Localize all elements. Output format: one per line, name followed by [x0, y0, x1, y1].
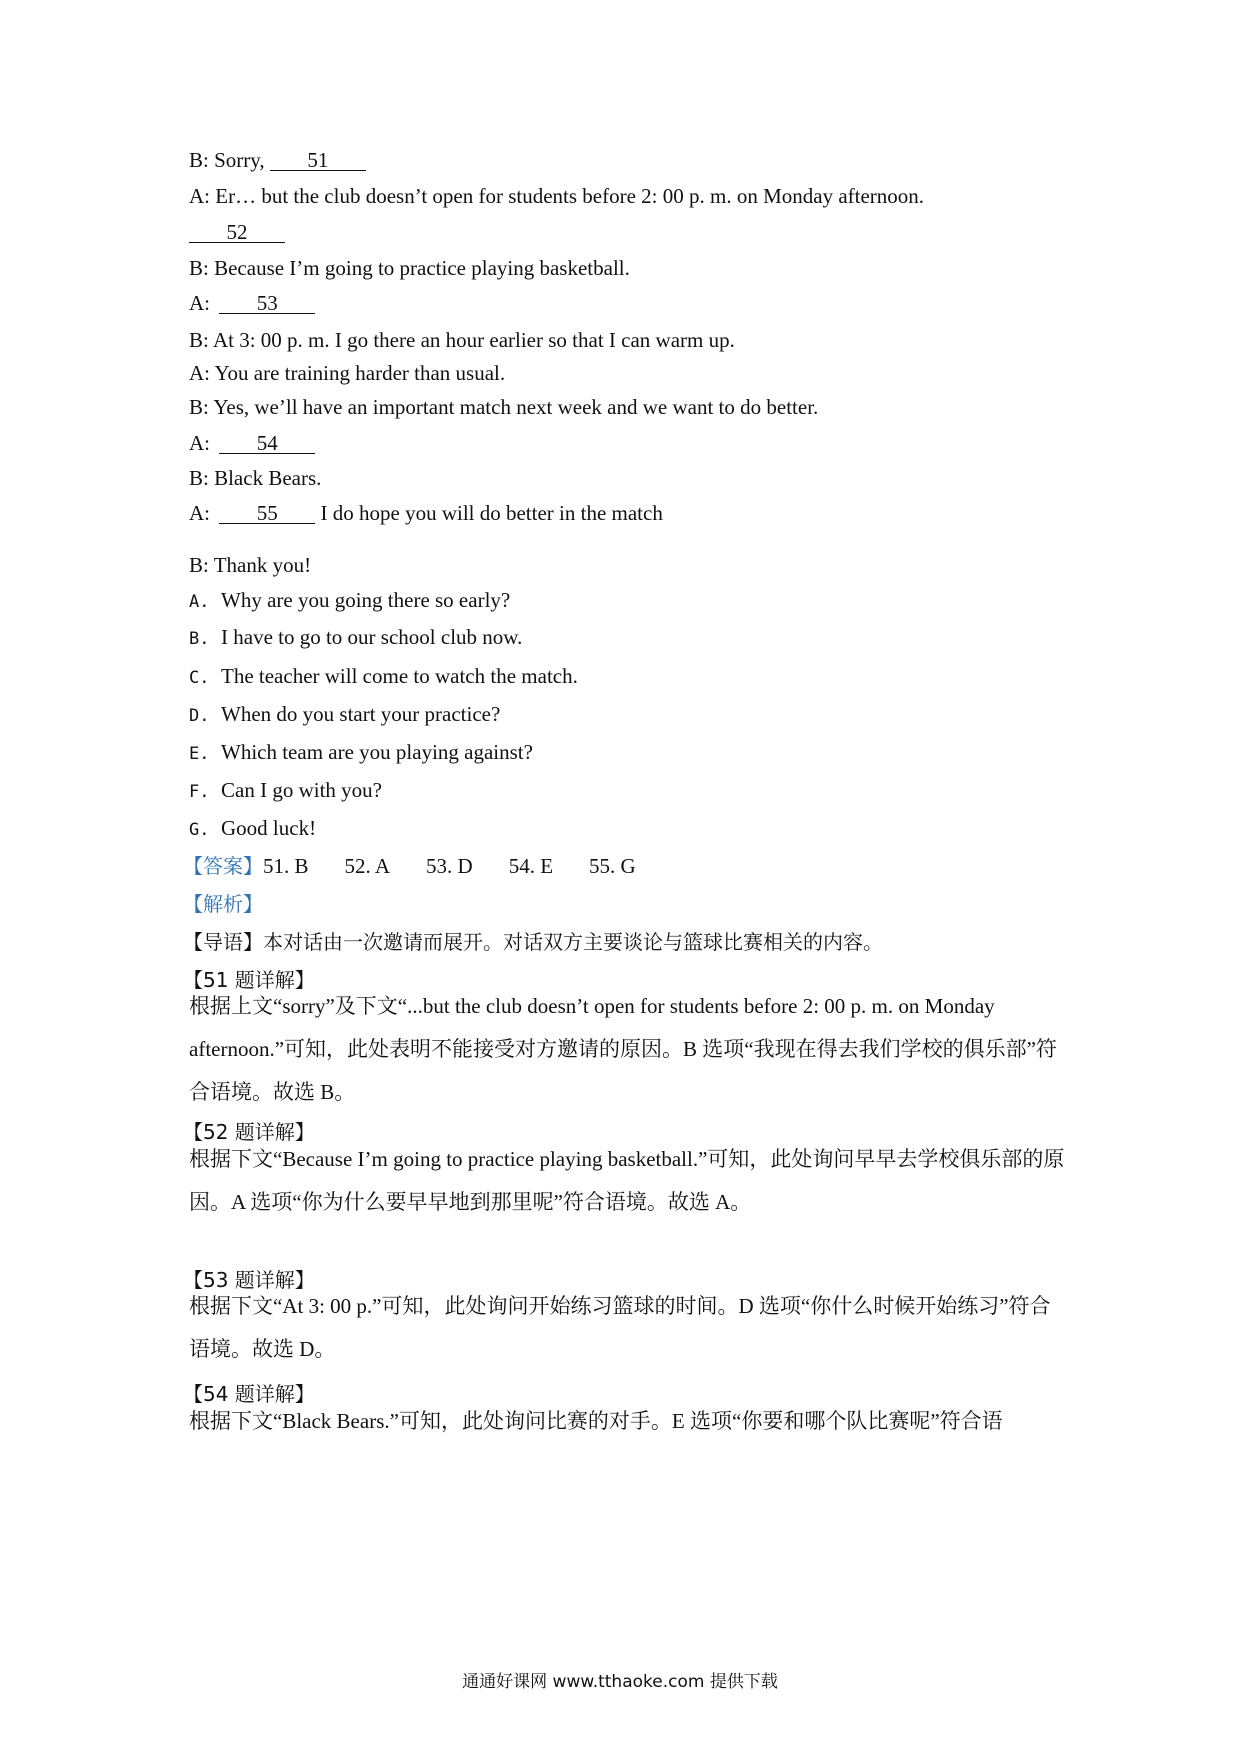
option-letter: D.: [189, 706, 210, 726]
dialogue-text: At 3: 00 p. m. I go there an hour earlier so that I can warm up.: [212, 328, 735, 352]
detail-53-heading: 【53 题详解】: [183, 1268, 315, 1292]
detail-52-text: 根据下文“Because I’m going to practice playing basketball.”可知，此处询问早早去学校俱乐部的原因。A 选项“你为什么要早早地到那里呢”符合语境。故选 A。: [189, 1147, 1065, 1214]
dialogue-text: Black Bears.: [214, 466, 322, 490]
speaker: B:: [189, 395, 209, 419]
dialogue-line-7: [189, 361, 505, 385]
speaker: B:: [189, 148, 209, 172]
option-e: [189, 740, 533, 766]
speaker: A:: [189, 184, 210, 208]
intro-text: 本对话由一次邀请而展开。对话双方主要谈论与篮球比赛相关的内容。: [263, 930, 883, 954]
answer-item: 53. D: [426, 854, 473, 878]
dialogue-line-11: [189, 501, 663, 525]
dialogue-text: You are training harder than usual.: [214, 361, 506, 385]
dialogue-line-4: [189, 256, 630, 280]
option-letter: A.: [189, 592, 210, 612]
option-letter: B.: [189, 629, 210, 649]
option-d: [189, 702, 500, 728]
option-letter: G.: [189, 820, 210, 840]
option-text: Can I go with you?: [221, 778, 382, 802]
detail-51-text: 根据上文“sorry”及下文“...but the club doesn’t open for students before 2: 00 p. m. on Monday afternoon.”可知，此处表明不能接受对方邀请的原因。B 选项“我现在得去我们学校的俱乐部”符合语境。故选 B。: [189, 994, 1057, 1104]
detail-54-heading: 【54 题详解】: [183, 1382, 315, 1406]
answer-item: 51. B: [263, 854, 309, 878]
dialogue-line-5: [189, 291, 315, 315]
option-text: I have to go to our school club now.: [221, 625, 523, 649]
answer-line: [183, 854, 672, 878]
speaker: A:: [189, 431, 210, 455]
analysis-tag: 【解析】: [183, 892, 263, 916]
page-footer: 通通好课网 www.tthaoke.com 提供下载: [462, 1672, 778, 1692]
dialogue-text: Er… but the club doesn’t open for students before 2: 00 p. m. on Monday afternoon.: [215, 184, 925, 208]
option-letter: F.: [189, 782, 210, 802]
dialogue-line-10: [189, 466, 321, 490]
option-g: [189, 816, 316, 842]
speaker: A:: [189, 291, 210, 315]
option-letter: C.: [189, 668, 210, 688]
speaker: B:: [189, 328, 209, 352]
intro-tag: 【导语】: [183, 930, 263, 954]
option-a: [189, 588, 510, 614]
answer-tag: 【答案】: [183, 854, 263, 878]
dialogue-text: I do hope you will do better in the match: [315, 501, 663, 525]
blank-54[interactable]: 54: [219, 433, 315, 454]
blank-53[interactable]: 53: [219, 293, 315, 314]
detail-52-heading: 【52 题详解】: [183, 1120, 315, 1144]
speaker: A:: [189, 501, 210, 525]
dialogue-line-9: [189, 431, 315, 455]
option-text: The teacher will come to watch the match.: [221, 664, 578, 688]
speaker: B:: [189, 256, 209, 280]
speaker: B:: [189, 553, 209, 577]
dialogue-text: Yes, we’ll have an important match next week and we want to do better.: [213, 395, 819, 419]
dialogue-text: Sorry,: [214, 148, 270, 172]
dialogue-line-8: [189, 395, 818, 419]
speaker: B:: [189, 466, 209, 490]
dialogue-text: Because I’m going to practice playing basketball.: [214, 256, 630, 280]
detail-53-text: 根据下文“At 3: 00 p.”可知，此处询问开始练习篮球的时间。D 选项“你什么时候开始练习”符合语境。故选 D。: [189, 1294, 1051, 1361]
option-letter: E.: [189, 744, 210, 764]
dialogue-line-2: [189, 184, 924, 208]
option-b: [189, 625, 522, 651]
intro-line: [183, 930, 883, 954]
blank-51[interactable]: 51: [270, 150, 366, 171]
answer-item: 54. E: [508, 854, 554, 878]
option-f: [189, 778, 382, 804]
dialogue-line-3: [189, 220, 285, 244]
dialogue-line-6: [189, 328, 735, 352]
dialogue-line-1: [189, 148, 366, 172]
speaker: A:: [189, 361, 210, 385]
dialogue-text: Thank you!: [213, 553, 312, 577]
option-text: When do you start your practice?: [221, 702, 501, 726]
option-text: Good luck!: [221, 816, 317, 840]
blank-55[interactable]: 55: [219, 503, 315, 524]
answer-item: 55. G: [589, 854, 636, 878]
option-text: Which team are you playing against?: [221, 740, 533, 764]
option-text: Why are you going there so early?: [221, 588, 511, 612]
dialogue-line-12: [189, 553, 311, 577]
option-c: [189, 664, 578, 690]
answer-item: 52. A: [344, 854, 391, 878]
blank-52[interactable]: 52: [189, 222, 285, 243]
detail-54-text: 根据下文“Black Bears.”可知，此处询问比赛的对手。E 选项“你要和哪个队比赛呢”符合语: [189, 1409, 1003, 1433]
detail-51-heading: 【51 题详解】: [183, 968, 315, 992]
